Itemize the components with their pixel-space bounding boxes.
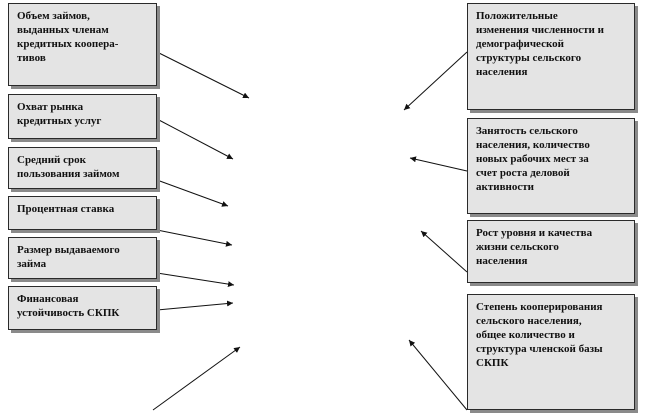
arrow-bottom-left (153, 347, 240, 410)
box-loan-volume (8, 3, 157, 86)
box-average-term-text: Средний срок пользования займом (17, 154, 120, 180)
box-employment-text: Занятость сельского населения, количество новых рабочих мест за счет роста деловой активности (476, 125, 590, 193)
box-demographic-changes-text: Положительные изменения численности и демографической структуры сельского населения (476, 10, 604, 78)
box-cooperation-degree-text: Степень кооперирования сельского населения, общее количество и структура членской базы СКПК (476, 301, 603, 369)
arrow-left-4 (157, 230, 232, 245)
box-loan-size-text: Размер выдаваемого займа (17, 244, 120, 270)
arrow-left-3 (157, 180, 228, 206)
box-interest-rate-text: Процентная ставка (17, 203, 115, 215)
box-demographic-changes (467, 3, 635, 110)
arrow-right-4 (409, 340, 467, 410)
arrow-left-5 (157, 273, 234, 285)
box-market-coverage-text: Охват рынка кредитных услуг (17, 101, 102, 127)
arrow-right-1 (404, 52, 467, 110)
box-loan-size (8, 237, 157, 279)
box-interest-rate (8, 196, 157, 230)
arrow-right-2 (410, 158, 467, 171)
box-living-standards (467, 220, 635, 283)
box-financial-stability-text: Финансовая устойчивость СКПК (17, 293, 120, 319)
box-cooperation-degree (467, 294, 635, 410)
arrow-left-2 (157, 119, 233, 159)
box-loan-volume-text: Объем займов, выданных членам кредитных коопера- тивов (17, 10, 119, 64)
arrow-left-6 (157, 303, 233, 310)
box-average-term (8, 147, 157, 189)
arrow-left-1 (157, 52, 249, 98)
box-employment (467, 118, 635, 214)
box-financial-stability (8, 286, 157, 330)
box-living-standards-text: Рост уровня и качества жизни сельского населения (476, 227, 593, 267)
box-market-coverage (8, 94, 157, 139)
arrow-right-3 (421, 231, 467, 272)
